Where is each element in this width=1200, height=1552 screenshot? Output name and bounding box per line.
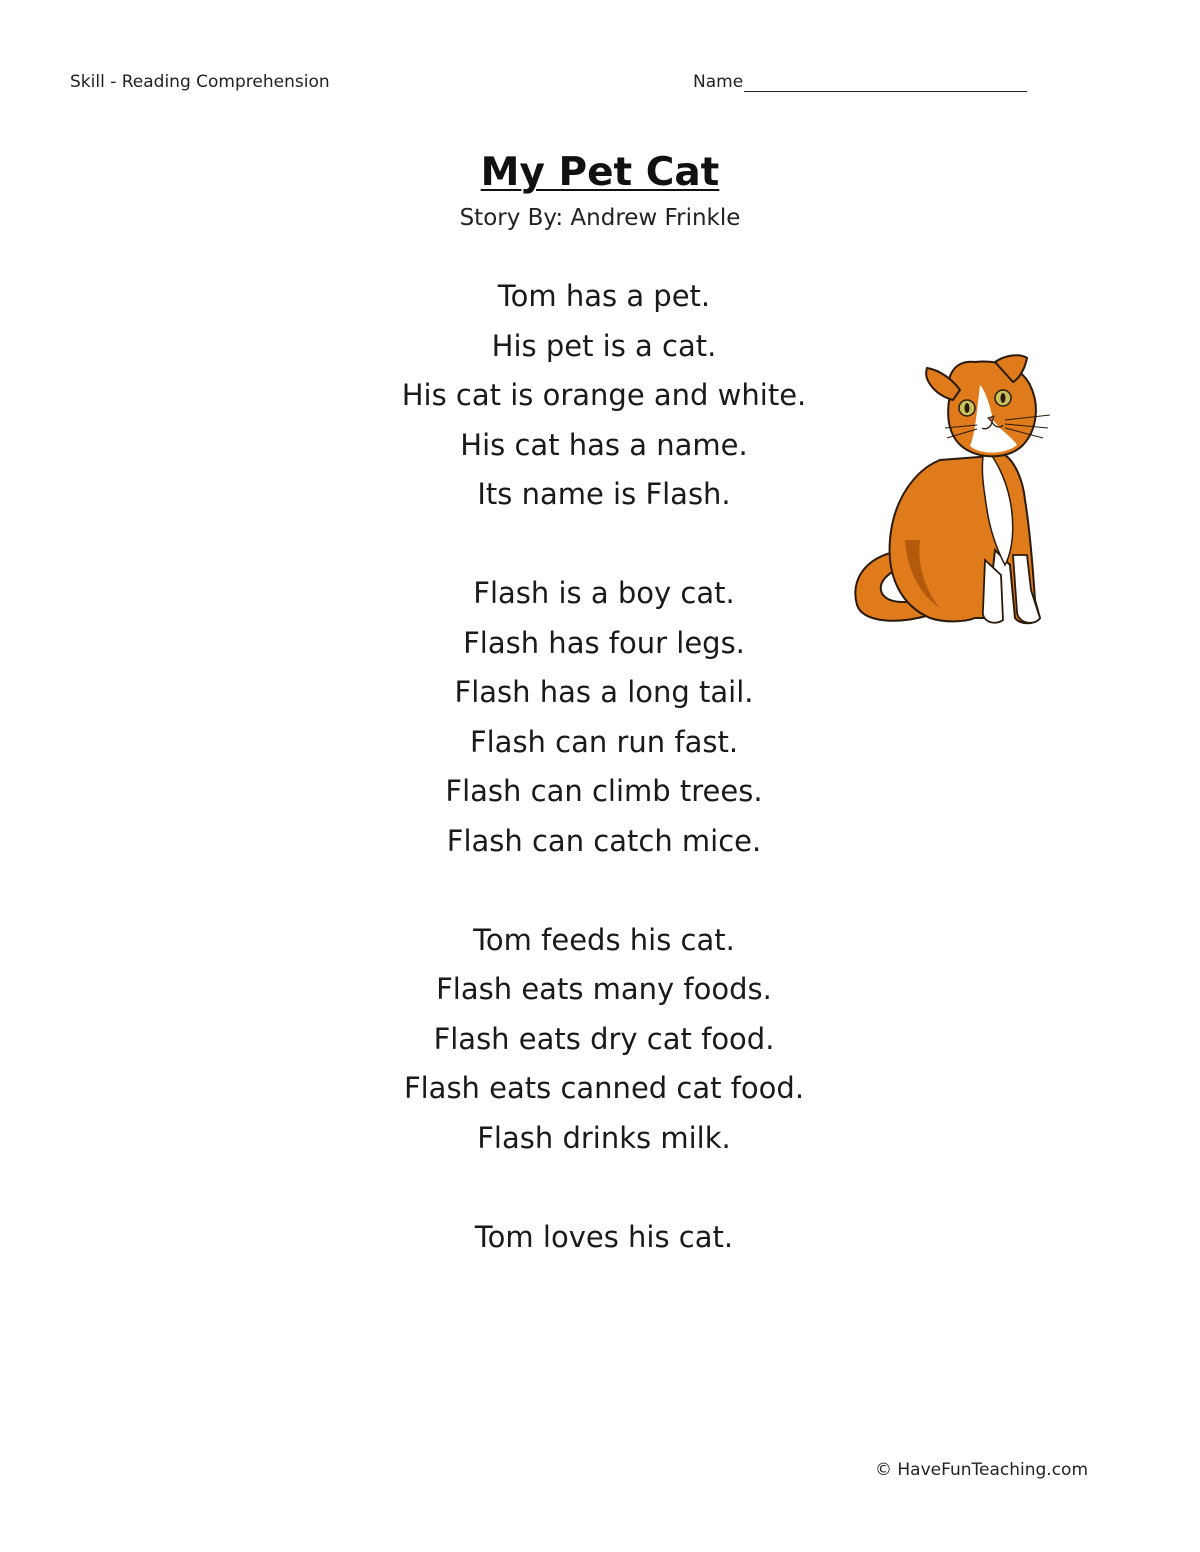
stanza-4 (304, 1217, 904, 1267)
story-line: Flash is a boy cat. (473, 576, 735, 610)
story-body (304, 276, 904, 1316)
name-label: Name (693, 72, 744, 92)
cat-front-leg-right (1013, 555, 1040, 623)
stanza-2 (304, 573, 904, 870)
story-line: Tom has a pet. (497, 279, 711, 313)
story-line: Flash eats dry cat food. (433, 1021, 775, 1056)
stanza-1 (304, 276, 904, 524)
story-line: Its name is Flash. (477, 477, 731, 511)
story-line: His cat has a name. (460, 427, 748, 462)
name-field[interactable] (693, 72, 1027, 92)
story-line: His cat is orange and white. (401, 378, 807, 412)
skill-label: Skill - Reading Comprehension (70, 72, 330, 92)
story-line: Flash eats many foods. (436, 972, 772, 1006)
story-line: Flash eats canned cat food. (403, 1071, 805, 1105)
story-line: Flash can run fast. (469, 724, 739, 759)
name-blank-line[interactable] (744, 73, 1027, 92)
orange-cat-illustration-icon (845, 350, 1055, 635)
story-line: Flash can climb trees. (445, 774, 763, 808)
story-byline: Story By: Andrew Frinkle (459, 205, 741, 231)
cat-front-leg-left (983, 560, 1003, 623)
story-line: Flash drinks milk. (477, 1120, 731, 1155)
story-line: Tom loves his cat. (474, 1219, 734, 1254)
story-line: Flash has four legs. (463, 625, 745, 660)
story-line: Flash has a long tail. (454, 675, 754, 709)
story-title-text: My Pet Cat (480, 150, 720, 195)
stanza-3 (304, 920, 904, 1168)
story-line: His pet is a cat. (491, 328, 717, 363)
copyright-footer: © HaveFunTeaching.com (875, 1460, 1089, 1480)
story-line: Tom feeds his cat. (473, 922, 735, 957)
story-title (0, 150, 1200, 195)
story-line: Flash can catch mice. (446, 823, 762, 858)
